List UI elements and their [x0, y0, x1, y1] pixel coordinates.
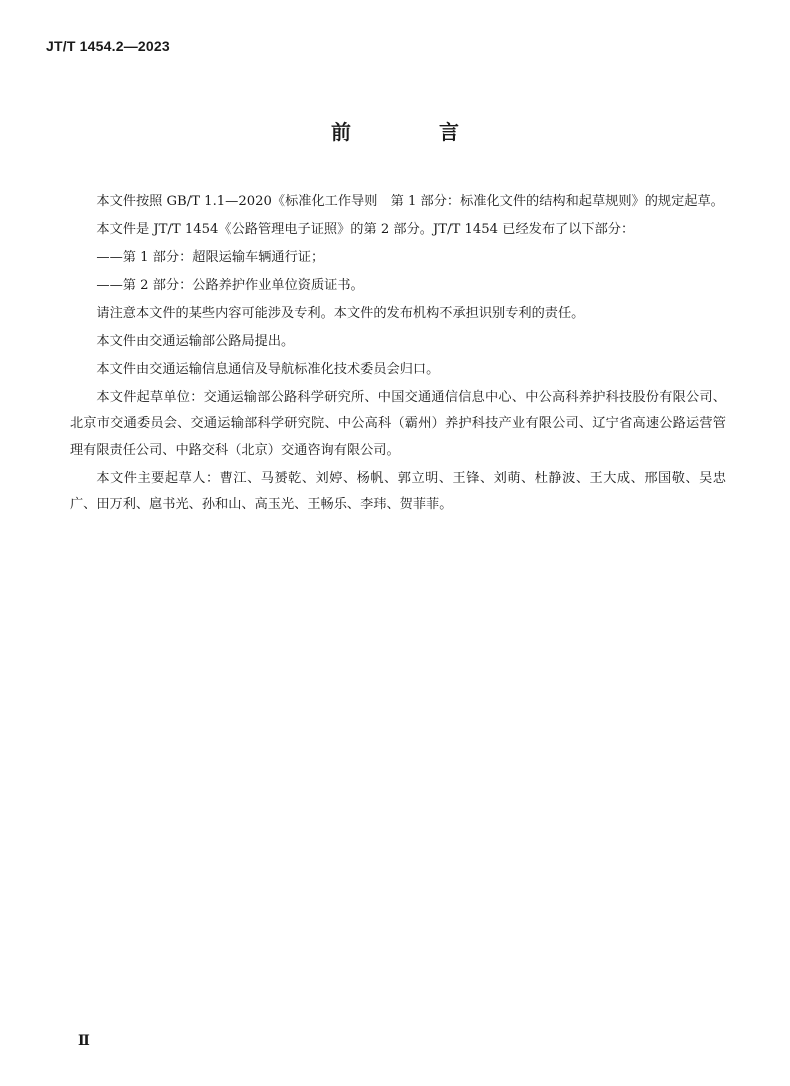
page-title: 前 言 — [331, 120, 493, 144]
paragraph-drafting-organizations: 本文件起草单位：交通运输部公路科学研究所、中国交通通信信息中心、中公高科养护科技股份有限公司、北京市交通委员会、交通运输部科学研究院、中公高科（霸州）养护科技产业有限公司、辽宁省高速公路运营管理有限责任公司、中路交科（北京）交通咨询有限公司。 — [70, 390, 726, 458]
paragraph-proposed-by: 本文件由交通运输部公路局提出。 — [96, 334, 295, 349]
document-code: JT/T 1454.2—2023 — [46, 38, 170, 54]
paragraph-main-drafters: 本文件主要起草人：曹江、马赟乾、刘婷、杨帆、郭立明、王锋、刘萌、杜静波、王大成、邢国敬、吴忠广、田万利、扈书光、孙和山、高玉光、王畅乐、李玮、贺菲菲。 — [70, 470, 726, 513]
paragraph-drafting-rules: 本文件按照 GB/T 1.1—2020《标准化工作导则 第 1 部分：标准化文件的结构和起草规则》的规定起草。 — [96, 194, 724, 209]
paragraph-patent-notice: 请注意本文件的某些内容可能涉及专利。本文件的发布机构不承担识别专利的责任。 — [96, 306, 585, 321]
list-item-part-1: ——第 1 部分：超限运输车辆通行证； — [96, 250, 325, 265]
paragraph-part-info: 本文件是 JT/T 1454《公路管理电子证照》的第 2 部分。JT/T 1454 已经发布了以下部分： — [96, 222, 635, 237]
paragraph-under-jurisdiction: 本文件由交通运输信息通信及导航标准化技术委员会归口。 — [96, 362, 440, 377]
page-number: Ⅱ — [78, 1033, 90, 1049]
list-item-part-2: ——第 2 部分：公路养护作业单位资质证书。 — [96, 278, 364, 293]
foreword-body — [70, 189, 726, 520]
